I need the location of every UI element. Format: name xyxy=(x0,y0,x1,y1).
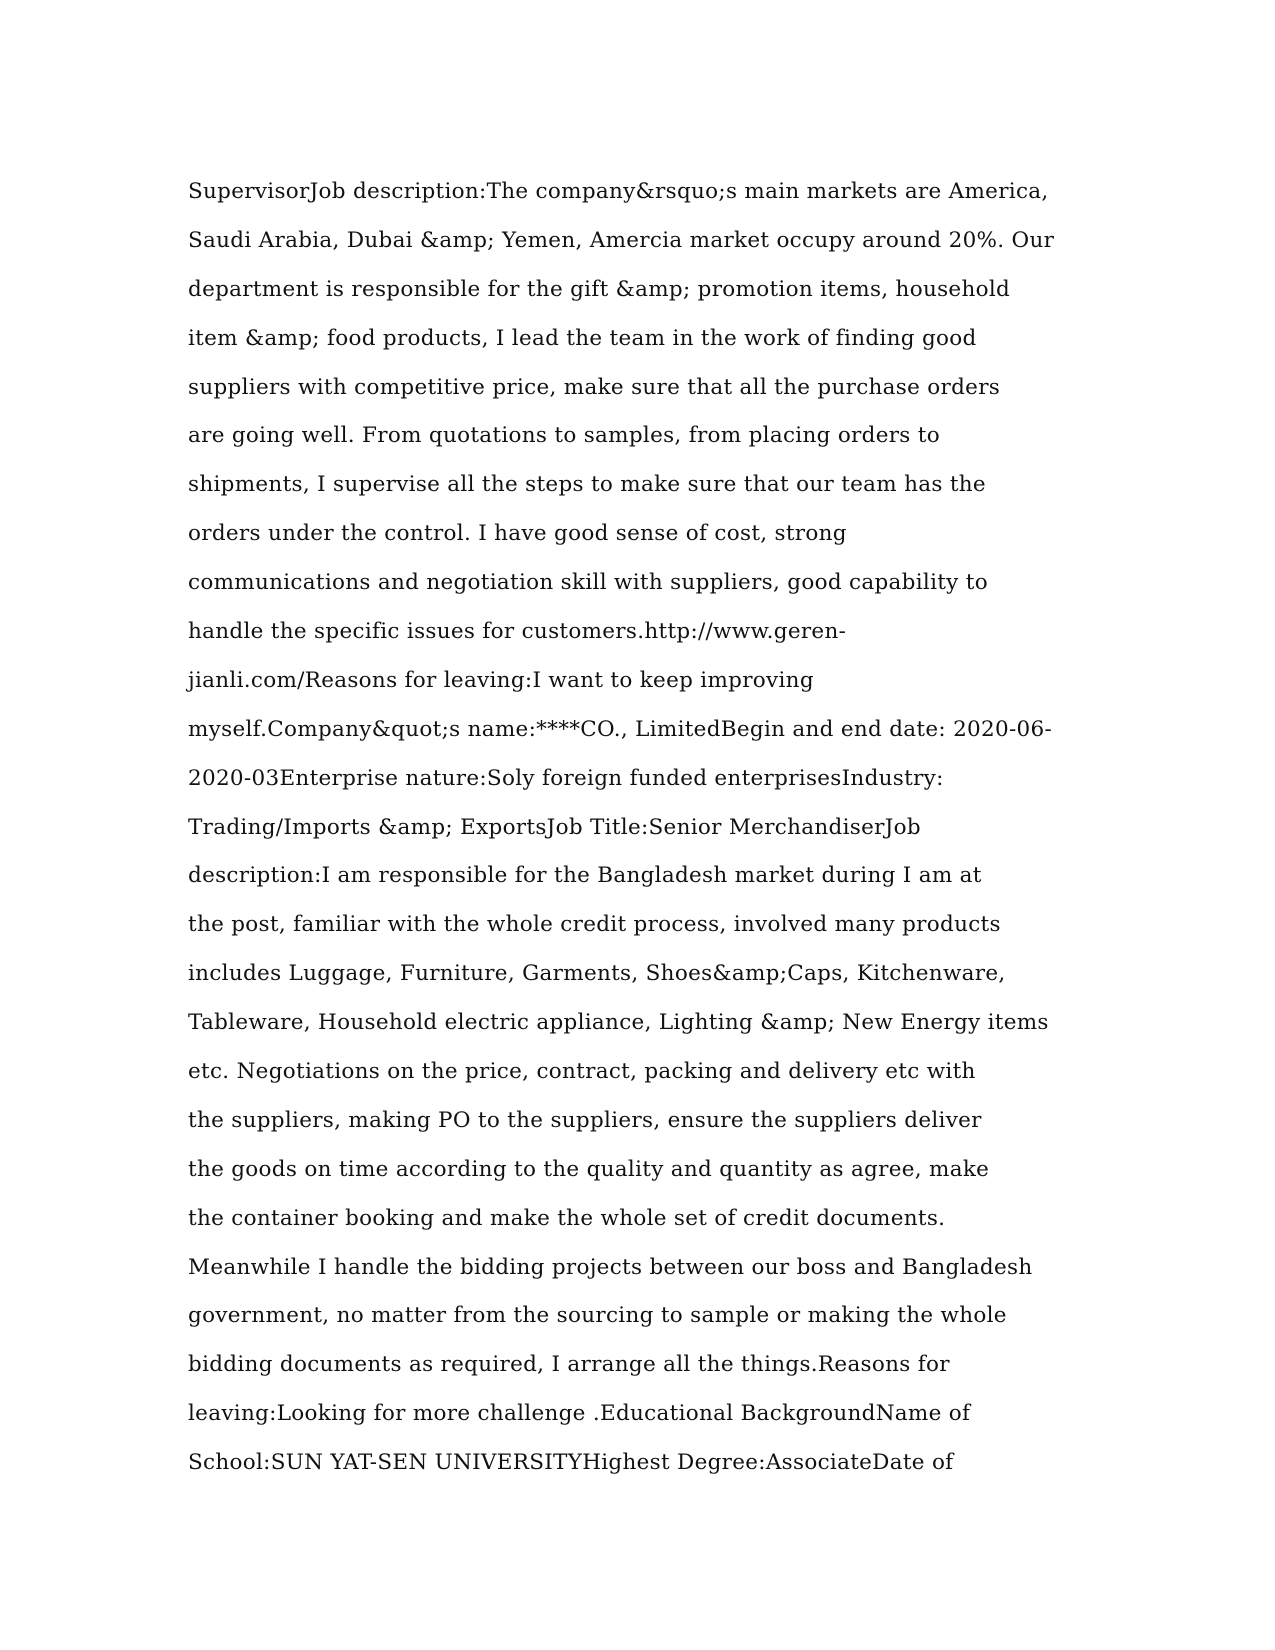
text-line: description:I am responsible for the Bangladesh market during I am at xyxy=(188,863,982,889)
text-line: myself.Company&quot;s name:****CO., LimitedBegin and end date: 2020-06- xyxy=(188,716,1053,742)
text-line: the container booking and make the whole set of credit documents. xyxy=(188,1205,946,1231)
text-line: handle the specific issues for customers.http://www.geren- xyxy=(188,619,847,645)
text-line: Meanwhile I handle the bidding projects between our boss and Bangladesh xyxy=(188,1254,1033,1280)
text-line: shipments, I supervise all the steps to make sure that our team has the xyxy=(188,472,986,498)
text-line: bidding documents as required, I arrange all the things.Reasons for xyxy=(188,1352,950,1378)
text-line: the suppliers, making PO to the suppliers, ensure the suppliers deliver xyxy=(188,1107,982,1133)
text-line: orders under the control. I have good sense of cost, strong xyxy=(188,521,847,547)
text-line: includes Luggage, Furniture, Garments, Shoes&amp;Caps, Kitchenware, xyxy=(188,961,1006,987)
text-line: 2020-03Enterprise nature:Soly foreign funded enterprisesIndustry: xyxy=(188,765,944,791)
text-line: are going well. From quotations to samples, from placing orders to xyxy=(188,423,940,449)
text-line: the post, familiar with the whole credit process, involved many products xyxy=(188,912,1001,938)
resume-body-text xyxy=(188,168,1098,1488)
text-line: Tableware, Household electric appliance, Lighting &amp; New Energy items xyxy=(188,1010,1049,1036)
text-line: Trading/Imports &amp; ExportsJob Title:Senior MerchandiserJob xyxy=(188,814,921,840)
text-line: jianli.com/Reasons for leaving:I want to keep improving xyxy=(188,667,814,693)
text-line: item &amp; food products, I lead the team in the work of finding good xyxy=(188,325,977,351)
text-line: department is responsible for the gift &amp; promotion items, household xyxy=(188,276,1011,302)
text-line: etc. Negotiations on the price, contract, packing and delivery etc with xyxy=(188,1059,976,1085)
text-line: suppliers with competitive price, make sure that all the purchase orders xyxy=(188,374,1001,400)
text-line: SupervisorJob description:The company&rsquo;s main markets are America, xyxy=(188,179,1049,204)
text-line: government, no matter from the sourcing to sample or making the whole xyxy=(188,1303,1007,1329)
text-line: communications and negotiation skill with suppliers, good capability to xyxy=(188,570,988,596)
text-line: Saudi Arabia, Dubai &amp; Yemen, Amercia market occupy around 20%. Our xyxy=(188,227,1055,253)
text-line: School:SUN YAT-SEN UNIVERSITYHighest Degree:AssociateDate of xyxy=(188,1450,954,1476)
text-line: leaving:Looking for more challenge .Educational BackgroundName of xyxy=(188,1401,971,1427)
text-line: the goods on time according to the quality and quantity as agree, make xyxy=(188,1156,990,1182)
